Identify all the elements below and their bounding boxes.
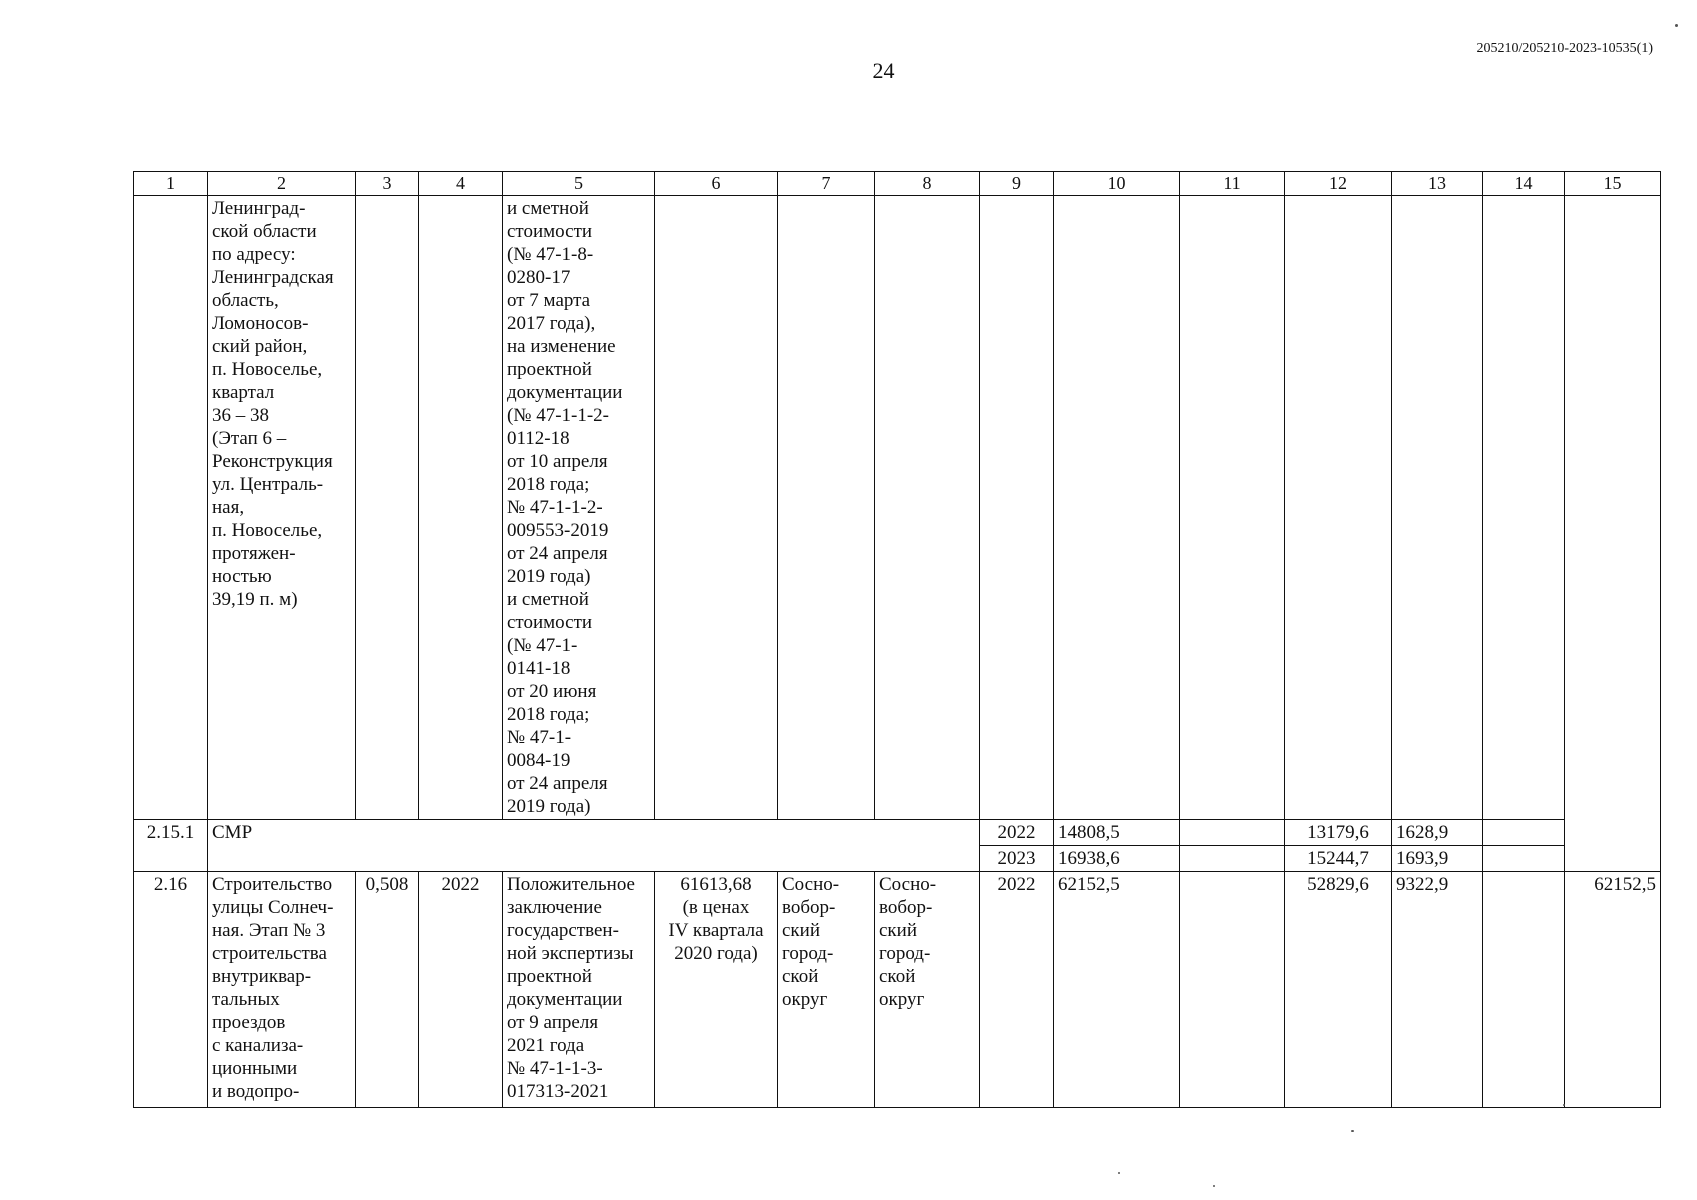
length-cell: 0,508: [356, 872, 419, 1108]
column-number: 3: [356, 172, 419, 196]
page-number: 24: [872, 58, 895, 83]
table-cell: [134, 196, 208, 820]
row-number: 2.15.1: [134, 820, 208, 872]
value-cell: 13179,6: [1285, 820, 1392, 846]
column-number: 8: [875, 172, 980, 196]
table-row: [134, 872, 1661, 1108]
table-cell: [875, 196, 980, 820]
table-cell: [980, 196, 1054, 820]
table-cell: [1483, 872, 1565, 1108]
column-number: 15: [1565, 172, 1661, 196]
year-cell: 2022: [980, 820, 1054, 846]
year-cell: 2022: [980, 872, 1054, 1108]
column-number: 1: [134, 172, 208, 196]
table-cell: [419, 196, 503, 820]
program-objects-table: [133, 171, 1661, 1108]
column-number: 9: [980, 172, 1054, 196]
table-cell: [1180, 872, 1285, 1108]
value-cell: 1628,9: [1392, 820, 1483, 846]
column-number: 4: [419, 172, 503, 196]
column-number: 12: [1285, 172, 1392, 196]
table-cell: [1180, 846, 1285, 872]
column-number: 14: [1483, 172, 1565, 196]
table-cell: [1180, 196, 1285, 820]
table-cell: [1565, 196, 1661, 872]
value-cell: 16938,6: [1054, 846, 1180, 872]
table-cell: [1285, 196, 1392, 820]
table-cell: [356, 196, 419, 820]
column-number: 11: [1180, 172, 1285, 196]
table-cell: [1483, 846, 1565, 872]
table-cell: [1180, 820, 1285, 846]
subrow-name: СМР: [208, 820, 980, 872]
column-number: 7: [778, 172, 875, 196]
column-number: 5: [503, 172, 655, 196]
year-cell: 2023: [980, 846, 1054, 872]
row-number: 2.16: [134, 872, 208, 1108]
executor-cell: Сосно- вобор- ский город- ской округ: [778, 872, 875, 1108]
value-cell: 62152,5: [1054, 872, 1180, 1108]
document-registration-number: 205210/205210-2023-10535(1): [1476, 41, 1653, 56]
column-number: 2: [208, 172, 356, 196]
table-row-continued: [134, 196, 1661, 820]
object-name-cell: Строительство улицы Солнеч- ная. Этап № 3 строительства внутриквар- тальных проездов с канализа- ционными и водопро-: [208, 872, 356, 1108]
expertise-cell: и сметной стоимости (№ 47-1-8- 0280-17 от 7 марта 2017 года), на изменение проектной документации (№ 47-1-1-2- 0112-18 от 10 апреля 2018 года; № 47-1-1-2- 009553-2019 от 24 апреля 2019 года) и сметной стоимости (№ 47-1- 0141-18 от 20 июня 2018 года; № 47-1- 0084-19 от 24 апреля 2019 года): [503, 196, 655, 820]
column-number: 13: [1392, 172, 1483, 196]
table-cell: [1392, 196, 1483, 820]
value-cell: 52829,6: [1285, 872, 1392, 1108]
value-cell: 62152,5: [1565, 872, 1661, 1108]
table-cell: [1483, 820, 1565, 846]
column-number: 6: [655, 172, 778, 196]
cost-cell: 61613,68 (в ценах IV квартала 2020 года): [655, 872, 778, 1108]
table-cell: [655, 196, 778, 820]
year-cell: 2022: [419, 872, 503, 1108]
expertise-cell: Положительное заключение государствен- ной экспертизы проектной документации от 9 апреля 2021 года № 47-1-1-3- 017313-2021: [503, 872, 655, 1108]
column-number-row: [134, 172, 1661, 196]
table-cell: [778, 196, 875, 820]
value-cell: 15244,7: [1285, 846, 1392, 872]
table-cell: [1483, 196, 1565, 820]
value-cell: 1693,9: [1392, 846, 1483, 872]
value-cell: 14808,5: [1054, 820, 1180, 846]
object-name-cell: Ленинград- ской области по адресу: Ленинградская область, Ломоносов- ский район, п. Новоселье, квартал 36 – 38 (Этап 6 – Реконструкция ул. Централь- ная, п. Новоселье, протяжен- ностью 39,19 п. м): [208, 196, 356, 820]
table-cell: [1054, 196, 1180, 820]
column-number: 10: [1054, 172, 1180, 196]
table-row: [134, 820, 1661, 846]
customer-cell: Сосно- вобор- ский город- ской округ: [875, 872, 980, 1108]
value-cell: 9322,9: [1392, 872, 1483, 1108]
